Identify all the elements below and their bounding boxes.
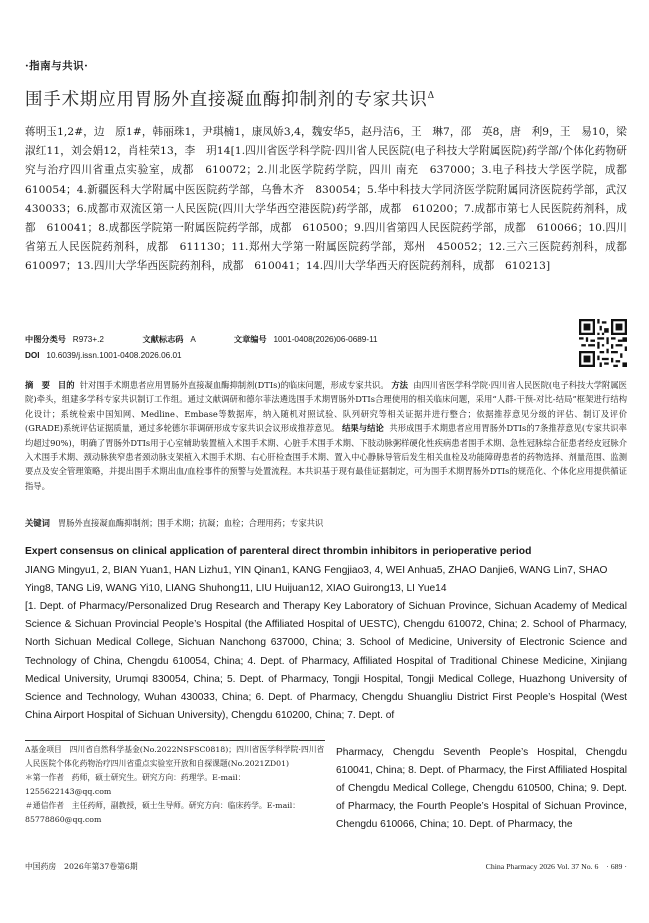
english-authors: JIANG Mingyu1, 2, BIAN Yuan1, HAN Lizhu1, YIN Qinan1, KANG Fengjiao3, 4, WEI Anhua5, ZHAO Danjie6, WANG Lin7, SHAO Ying8, TANG Li9, WANG Yi10, LIANG Shuhong11, LIU Huijuan12, XIAO Guirong13, LI Yue14 xyxy=(25,565,608,595)
keywords-label: 关键词 xyxy=(25,518,50,528)
first-author-note: ＊第一作者 药师，硕士研究生。研究方向：药理学。E-mail：1255622143@qq.com xyxy=(25,773,246,796)
article-number-value: 1001-0408(2026)06-0689-11 xyxy=(273,335,378,344)
methods-label: 方法 xyxy=(391,380,408,390)
authors-affiliations-cn: 蒋明玉1,2#，边 原1#，韩丽珠1，尹琪楠1，康凤娇3,4，魏安华5，赵丹洁6，王 琳7，邵 英8，唐 利9，王 易10，梁淑红11，刘会娟12，肖桂荣13，李 玥14[1.四川省医学科学院·四川省人民医院(电子科技大学附属医院)药学部/个体化药物研究与治疗四川省重点实验室，成都 610072；2.川北医学院药学院，四川 南充 637000；3.电子科技大学医学院，成都 610054；4.新疆医科大学附属中医医院药学部，乌鲁木齐 830054；5.华中科技大学同济医学院附属同济医院药学部，武汉 430033；6.成都市双流区第一人民医院(四川大学华西空港医院)药学部，成都 610200；7.成都市第七人民医院药剂科，成都 610041；8.成都医学院第一附属医院药学部，成都 610500；9.四川省第四人民医院药学部，成都 610066；10.四川省第五人民医院药剂科，成都 611130；11.郑州大学第一附属医院药学部，郑州 450052；12.三六三医院药剂科，成都 610097；13.四川大学华西医院药剂科，成都 610041；14.四川大学华西天府医院药剂科，成都 610213] xyxy=(25,126,638,273)
english-title: Expert consensus on clinical application of parenteral direct thrombin inhibitors in perioperative period xyxy=(25,546,532,557)
objective-text: 针对围手术期患者应用胃肠外直接凝血酶抑制剂(DTIs)的临床问题，形成专家共识。 xyxy=(79,380,389,390)
corresponding-author-note: ＃通信作者 主任药师，副教授，硕士生导师。研究方向：临床药学。E-mail：85778860@qq.com xyxy=(25,801,300,824)
abstract-label: 摘 要 xyxy=(25,380,50,390)
article-number-label: 文章编号 xyxy=(233,335,267,344)
english-affiliations: [1. Dept. of Pharmacy/Personalized Drug Research and Therapy Key Laboratory of Sichuan Province, Sichuan Academy of Medical Science & Sichuan Provincial People’s Hospital (the Affiliated Hospital of UESTC), Chengdu 610072, China; 2. School of Pharmacy, North Sichuan Medical College, Sichuan Nanchong 637000, China; 3. School of Medicine, University of Electronic Science and Technology of China, Chengdu 610054, China; 4. Dept. of Pharmacy, Affiliated Hospital of Traditional Chinese Medicine, Xinjiang Medical University, Urumqi 830054, China; 5. Dept. of Pharmacy, Tongji Hospital, Tongji Medical College, Huazhong University of Science and Technology, Wuhan 430033, China; 6. Dept. of Pharmacy, Chengdu Shuangliu District First People’s Hospital (West China Airport Hospital of Sichuan University), Chengdu 610200, China; 7. Dept. of xyxy=(25,601,627,722)
doc-code-value: A xyxy=(190,335,196,344)
page-number-footer: China Pharmacy 2026 Vol. 37 No. 6 · 689 · xyxy=(485,862,627,871)
footnote-divider xyxy=(25,740,325,741)
classification-row xyxy=(25,334,378,345)
keywords-value: 胃肠外直接凝血酶抑制剂；围手术期；抗凝；血栓；合理用药；专家共识 xyxy=(57,518,324,528)
doi-row xyxy=(25,351,182,360)
title-mark: Δ xyxy=(427,91,435,102)
journal-footer: 中国药房 2026年第37卷第6期 xyxy=(25,862,138,871)
footnotes xyxy=(25,743,325,827)
doi-label: DOI xyxy=(25,351,40,360)
keywords-row xyxy=(25,517,627,529)
section-tag: ·指南与共识· xyxy=(25,60,89,72)
abstract-cn xyxy=(25,378,627,493)
results-label: 结果与结论 xyxy=(342,423,384,434)
doc-code-label: 文献标志码 xyxy=(142,335,184,344)
title-text: 围手术期应用胃肠外直接凝血酶抑制剂的专家共识 xyxy=(25,90,428,110)
methods-text: 由四川省医学科学院·四川省人民医院(电子科技大学附属医院)牵头，组建多学科专家共识制订工作组。通过文献调研和德尔菲法遴选围手术期胃肠外DTIs合理使用的相关临床问题，采用“人群-干预-对比-结局”框架进行结构化设计；系统检索中国知网、Medline、Embase等数据库，纳入随机对照试验、队列研究等相关证据并进行整合；依据推荐意见分级的评估、制订及评价(GRADE)系统评估证据质量，通过多轮德尔菲调研形成专家共识会议形成推荐意见。 xyxy=(25,380,627,434)
funding-note: Δ基金项目 四川省自然科学基金(No.2022NSFSC0818)；四川省医学科学院·四川省人民医院个体化药物治疗四川省重点实验室开放和自探课题(No.2021ZD01) xyxy=(25,745,325,768)
objective-label: 目的 xyxy=(57,380,75,390)
article-title xyxy=(25,86,435,111)
results-text: 共形成围手术期患者应用胃肠外DTIs的7条推荐意见(专家共识率均超过90%)，明确了胃肠外DTIs用于心室辅助装置植入术围手术期、心脏手术围手术期、下肢动脉粥样硬化性疾病患者围手术期、急性冠脉综合征患者经皮冠脉介入术围手术期、颈动脉狭窄患者颈动脉支架植入术围手术期、右心肝检查围手术期、置入中心静脉导管后发生相关血栓及功能障碍患者的药物选择、剂量范围、监测要点及安全管理策略，并提出围手术期出血/血栓事件的预警与处置流程。本共识基于现有最佳证据制定，可为围手术期胃肠外DTIs的规范化、个体化应用提供循证指导。 xyxy=(25,423,627,491)
doi-value: 10.6039/j.issn.1001-0408.2026.06.01 xyxy=(46,351,182,360)
class-value: R973+.2 xyxy=(72,335,104,344)
qr-code-icon[interactable] xyxy=(579,319,627,367)
english-affiliations-continued: Pharmacy, Chengdu Seventh People’s Hospital, Chengdu 610041, China; 8. Dept. of Pharmacy, the First Affiliated Hospital of Chengdu Medical College, Chengdu 610500, China; 9. Dept. of Pharmacy, the Fourth People’s Hospital of Sichuan Province, Chengdu 610066, China; 10. Dept. of Pharmacy, the xyxy=(336,747,627,830)
class-label: 中图分类号 xyxy=(25,335,66,344)
